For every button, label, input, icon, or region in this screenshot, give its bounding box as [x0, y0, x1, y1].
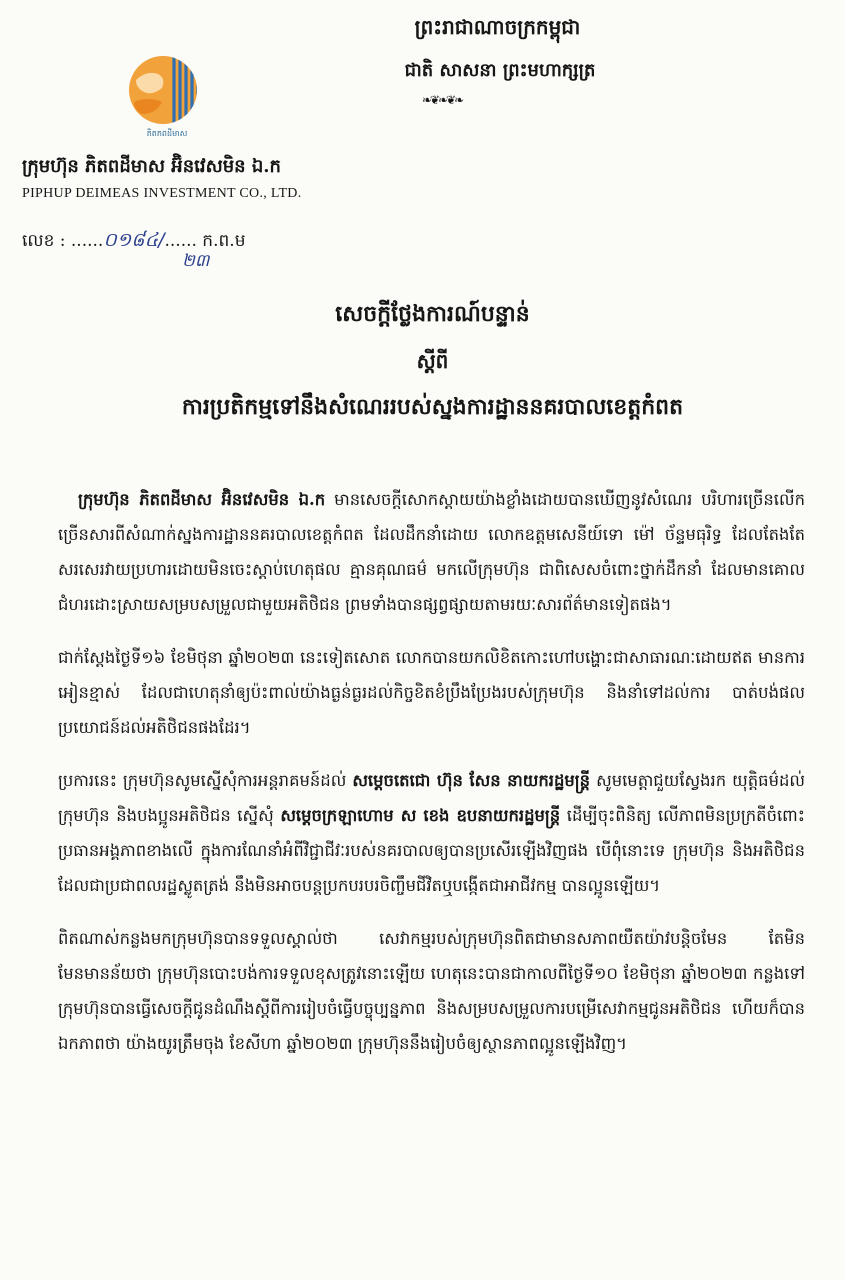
paragraph-1	[58, 482, 805, 622]
reference-suffix: ...... ក.ព.ម	[164, 231, 246, 251]
paragraph-4: ពិតណាស់កន្លងមកក្រុមហ៊ុនបានទទួលស្គាល់ថា សេវាកម្មរបស់ក្រុមហ៊ុនពិតជាមានសភាពយឺតយ៉ាវបន្តិចមែន តែមិនមែនមានន័យថា ក្រុមហ៊ុនបោះបង់ការទទួលខុសត្រូវនោះឡើយ ហេតុនេះបានជាកាលពីថ្ងៃទី១០ ខែមិថុនា ឆ្នាំ២០២៣ កន្លងទៅ ក្រុមហ៊ុនបានធ្វើសេចក្តីជូនដំណឹងស្តីពីការរៀបចំធ្វើបច្ចុប្បន្នភាព និងសម្របសម្រួលការបម្រើសេវាកម្មជូនអតិថិជន ហើយក៏បានឯកភាពថា យ៉ាងយូរត្រឹមចុង ខែសីហា ឆ្នាំ២០២៣ ក្រុមហ៊ុននឹងរៀបចំឲ្យស្ថានភាពល្អូនឡើងវិញ។	[58, 929, 805, 1053]
document-about: ស្តីពី	[416, 349, 449, 373]
kingdom-title: ព្រះរាជាណាចក្រកម្ពុជា	[414, 15, 581, 39]
document-body	[58, 482, 805, 1079]
document-title: សេចក្តីថ្លែងការណ៍បន្ទាន់	[335, 301, 530, 327]
paragraph-1-text: មានសេចក្តីសោកស្តាយយ៉ាងខ្លាំងដោយបានឃើញនូវសំណេរ បរិហារច្រើនលើកច្រើនសារពីសំណាក់ស្នងការដ្ឋាននគរបាលខេត្តកំពត ដែលដឹកនាំដោយ លោកឧត្តមសេនីយ៍ទោ ម៉ៅ ច័ន្ទមធុរិទ្ធ ដែលតែងតែសរសេរវាយប្រហារដោយមិនចេះស្តាប់ហេតុផល គ្មានគុណធម៌ មកលើក្រុមហ៊ុន ជាពិសេសចំពោះថ្នាក់ដឹកនាំ ដែលមានគោលជំហរដោះស្រាយសម្របសម្រួលជាមួយអតិថិជន ព្រមទាំងបានផ្សព្វផ្សាយតាមរយៈសារព័ត៌មានទៀតផង។	[58, 490, 805, 614]
paragraph-3-text-a: ប្រការនេះ ក្រុមហ៊ុនសូមស្នើសុំការអន្តរាគមន៍ដល់	[58, 771, 353, 790]
paragraph-3-text-c: សូមមេត្តាជួយស្វែងរក យុត្តិធម៌ដល់ក្រុមហ៊ុន និងបងប្អូនអតិថិជន ស្នើសុំ	[58, 771, 805, 825]
logo-caption: ភិតភពដីមាស	[146, 129, 188, 138]
paragraph-3-text-e: ដើម្បីចុះពិនិត្យ លើភាពមិនប្រក្រតីចំពោះប្រធានអង្គភាពខាងលើ ក្នុងការណែនាំអំពីវិជ្ជាជីវៈរបស់នគរបាលឲ្យបានប្រសើរឡើងវិញផង បើពុំនោះទេ ក្រុមហ៊ុន និងអតិថិជន ដែលជាប្រជាពលរដ្ឋស្លូតត្រង់ នឹងមិនអាចបន្តប្រកបរបរចិញ្ចឹមជីវិតឬបង្កើតជាអាជីវកម្ម បានល្អូនឡើយ។	[58, 806, 805, 895]
reference-number	[22, 228, 246, 271]
paragraph-2: ជាក់ស្តែងថ្ងៃទី១៦ ខែមិថុនា ឆ្នាំ២០២៣ នេះទៀតសោត លោកបានយកលិខិតកោះហៅបង្ហោះជាសាធារណៈដោយឥត មានការអៀនខ្មាស់ ដែលជាហេតុនាំឲ្យប៉ះពាល់យ៉ាងធ្ងន់ធ្ងរដល់កិច្ចខិតខំប្រឹងប្រែងរបស់ក្រុមហ៊ុន និងនាំទៅដល់ការ បាត់បង់ផលប្រយោជន៍ដល់អតិថិជនផងដែរ។	[58, 648, 805, 737]
paragraph-3-pm-name: សម្តេចតេជោ ហ៊ុន សែន នាយករដ្ឋមន្ត្រី	[352, 771, 591, 790]
paragraph-1-lead: ក្រុមហ៊ុន ភិតពដីមាស អ៊ិនវេសមិន ឯ.ក	[78, 490, 326, 509]
national-motto: ជាតិ សាសនា ព្រះមហាក្សត្រ	[404, 60, 596, 81]
paragraph-3-dpm-name: សម្តេចក្រឡាហោម ស ខេង ឧបនាយករដ្ឋមន្ត្រី	[280, 806, 561, 825]
ornament-divider: ❧❦❧❦❧	[421, 93, 463, 107]
company-name-khmer: ក្រុមហ៊ុន ភិតពដីមាស អ៊ិនវេសមិន ឯ.ក	[22, 156, 281, 177]
paragraph-3	[58, 763, 805, 903]
document-subject: ការប្រតិកម្មទៅនឹងសំណេររបស់ស្នងការដ្ឋាននគរបាលខេត្តកំពត	[181, 394, 684, 420]
reference-handwritten-number: ០១៨៤/	[103, 229, 165, 251]
reference-handwritten-year: ២៣	[182, 251, 210, 271]
company-name-english: PIPHUP DEIMEAS INVESTMENT CO., LTD.	[22, 186, 302, 201]
reference-label: លេខ : ......	[22, 231, 104, 251]
